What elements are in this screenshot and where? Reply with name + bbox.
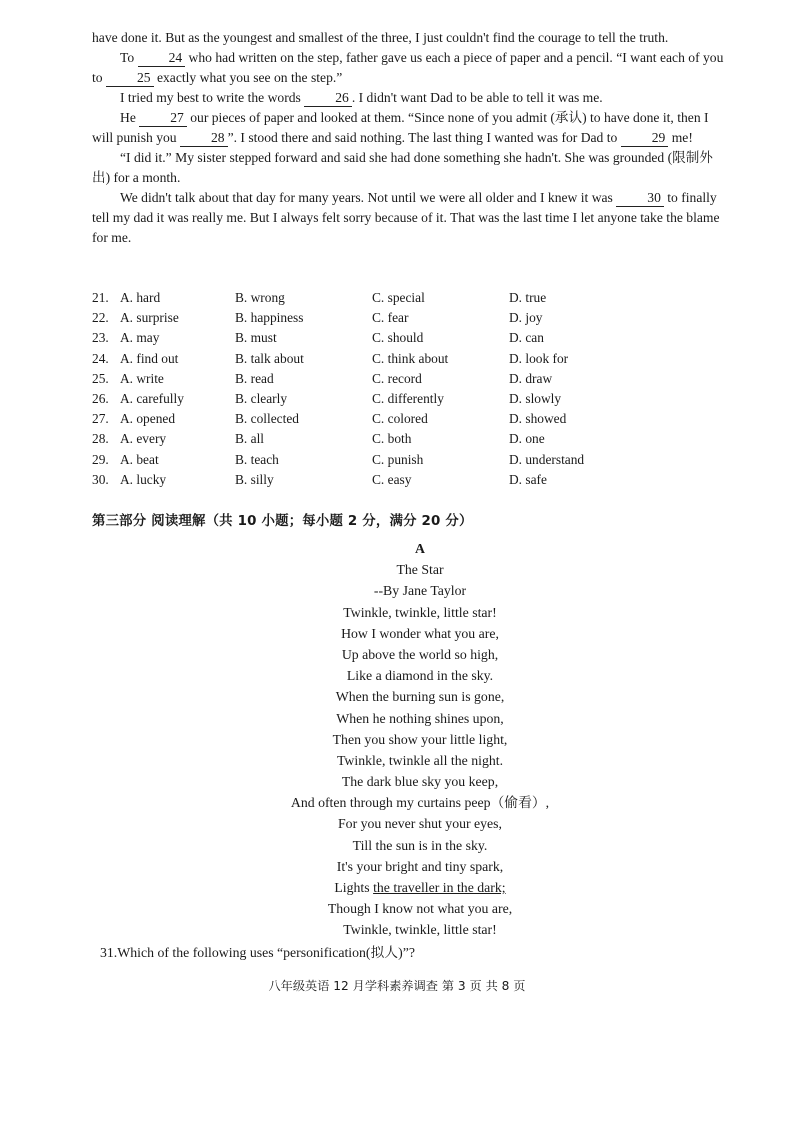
option-row [92, 409, 712, 429]
passage-line: have done it. But as the youngest and smallest of the three, I just couldn't find the courage to tell the truth. [92, 30, 669, 45]
option-c: C. both [372, 431, 412, 447]
poem-line: Then you show your little light, [332, 731, 508, 747]
option-row [92, 389, 712, 409]
poem-line: When the burning sun is gone, [335, 689, 505, 705]
poem-line: Twinkle, twinkle, little star! [343, 604, 497, 620]
option-b: B. happiness [235, 310, 304, 326]
blank-30: 30 [616, 190, 664, 207]
option-d: D. joy [509, 310, 543, 326]
option-c: C. easy [372, 471, 412, 487]
poem-line: It's your bright and tiny spark, [336, 858, 504, 874]
passage-paragraph [92, 48, 728, 88]
question-number: 29. [92, 451, 109, 467]
question-31: 31.Which of the following uses “personification(拟人)”? [100, 945, 415, 960]
option-a: A. surprise [120, 310, 179, 326]
option-d: D. showed [509, 411, 567, 427]
passage-text: I tried my best to write the words [120, 90, 305, 105]
option-row [92, 349, 712, 369]
option-d: D. look for [509, 350, 569, 366]
option-b: B. wrong [235, 290, 285, 306]
passage-text: our pieces of paper and looked at them. “Since none of you admit (承认) to have done it, then I will punish you [92, 110, 709, 145]
passage-text: To [120, 50, 138, 65]
passage-text: who had written on the step, father gave us each a piece of paper and a pencil. “I want each of you to [92, 50, 724, 85]
poem-line: When he nothing shines upon, [336, 710, 504, 726]
option-b: B. silly [235, 471, 274, 487]
poem-author: --By Jane Taylor [373, 583, 467, 599]
underlined-phrase: the traveller in the dark; [373, 880, 506, 895]
option-a: A. may [120, 330, 160, 346]
passage-text: ”. I stood there and said nothing. The last thing I wanted was for Dad to [227, 130, 621, 145]
poem-line: Till the sun is in the sky. [352, 837, 488, 853]
question-number: 24. [92, 350, 109, 366]
blank-29: 29 [621, 130, 669, 147]
option-row [92, 450, 712, 470]
option-b: B. read [235, 370, 274, 386]
cloze-passage [92, 28, 728, 248]
poem-line: Up above the world so high, [341, 646, 499, 662]
option-d: D. safe [509, 471, 547, 487]
passage-paragraph [92, 188, 728, 248]
page-footer: 八年级英语 12 月学科素养调查 第 3 页 共 8 页 [268, 979, 526, 993]
option-d: D. draw [509, 370, 553, 386]
option-c: C. think about [372, 350, 449, 366]
passage-paragraph: “I did it.” My sister stepped forward and said she had done something she hadn't. She was grounded (限制外出) for a month. [92, 150, 713, 185]
blank-27: 27 [139, 110, 187, 127]
passage-text: exactly what you see on the step.” [153, 70, 343, 85]
option-c: C. record [372, 370, 422, 386]
passage-paragraph [92, 108, 728, 148]
poem [200, 538, 640, 941]
passage-text: He [120, 110, 140, 125]
option-b: B. collected [235, 411, 299, 427]
option-b: B. talk about [235, 350, 304, 366]
blank-28: 28 [180, 130, 228, 147]
poem-line: For you never shut your eyes, [338, 816, 502, 832]
passage-text: . I didn't want Dad to be able to tell it was me. [351, 90, 603, 105]
option-c: C. colored [372, 411, 428, 427]
question-number: 28. [92, 431, 109, 447]
option-b: B. all [235, 431, 265, 447]
poem-title: The Star [396, 562, 444, 578]
option-a: A. lucky [120, 471, 167, 487]
option-b: B. teach [235, 451, 279, 467]
option-d: D. can [509, 330, 544, 346]
option-a: A. beat [120, 451, 159, 467]
question-number: 21. [92, 290, 109, 306]
passage-letter: A [415, 541, 425, 556]
option-row [92, 429, 712, 449]
poem-text: Lights [334, 880, 374, 895]
passage-text: We didn't talk about that day for many years. Not until we were all older and I knew it was [120, 190, 617, 205]
option-c: C. should [372, 330, 424, 346]
section-title: 第三部分 阅读理解（共 10 小题；每小题 2 分，满分 20 分） [92, 514, 473, 529]
question-number: 22. [92, 310, 109, 326]
option-a: A. opened [120, 411, 176, 427]
option-d: D. understand [509, 451, 585, 467]
option-a: A. carefully [120, 391, 184, 407]
blank-25: 25 [106, 70, 154, 87]
blank-26: 26 [304, 90, 352, 107]
poem-line: Though I know not what you are, [327, 901, 513, 917]
poem-line: Like a diamond in the sky. [346, 668, 494, 684]
option-d: D. slowly [509, 391, 562, 407]
option-c: C. punish [372, 451, 424, 467]
option-b: B. clearly [235, 391, 288, 407]
option-row [92, 369, 712, 389]
passage-text: me! [668, 130, 693, 145]
question-number: 30. [92, 471, 109, 487]
answer-options [92, 288, 712, 490]
poem-line: Twinkle, twinkle, little star! [343, 922, 497, 938]
blank-24: 24 [138, 50, 186, 67]
question-number: 25. [92, 370, 109, 386]
option-b: B. must [235, 330, 277, 346]
option-a: A. find out [120, 350, 179, 366]
passage-text: to finally tell my dad it was really me. But I always felt sorry because of it. That was the last time I let anyone take the blame for me. [92, 190, 720, 245]
option-a: A. every [120, 431, 167, 447]
poem-line: Twinkle, twinkle all the night. [336, 752, 504, 768]
question-number: 27. [92, 411, 109, 427]
option-c: C. fear [372, 310, 409, 326]
option-c: C. differently [372, 391, 444, 407]
poem-line [200, 877, 640, 898]
option-d: D. true [509, 290, 547, 306]
option-c: C. special [372, 290, 425, 306]
option-a: A. write [120, 370, 164, 386]
poem-line: And often through my curtains peep（偷看）, [290, 795, 550, 811]
passage-paragraph [92, 88, 728, 108]
poem-line: How I wonder what you are, [341, 625, 499, 641]
poem-line: The dark blue sky you keep, [341, 774, 499, 790]
option-row [92, 308, 712, 328]
question-number: 26. [92, 391, 109, 407]
option-row [92, 288, 712, 308]
option-row [92, 328, 712, 348]
option-d: D. one [509, 431, 545, 447]
option-row [92, 470, 712, 490]
question-number: 23. [92, 330, 109, 346]
option-a: A. hard [120, 290, 161, 306]
